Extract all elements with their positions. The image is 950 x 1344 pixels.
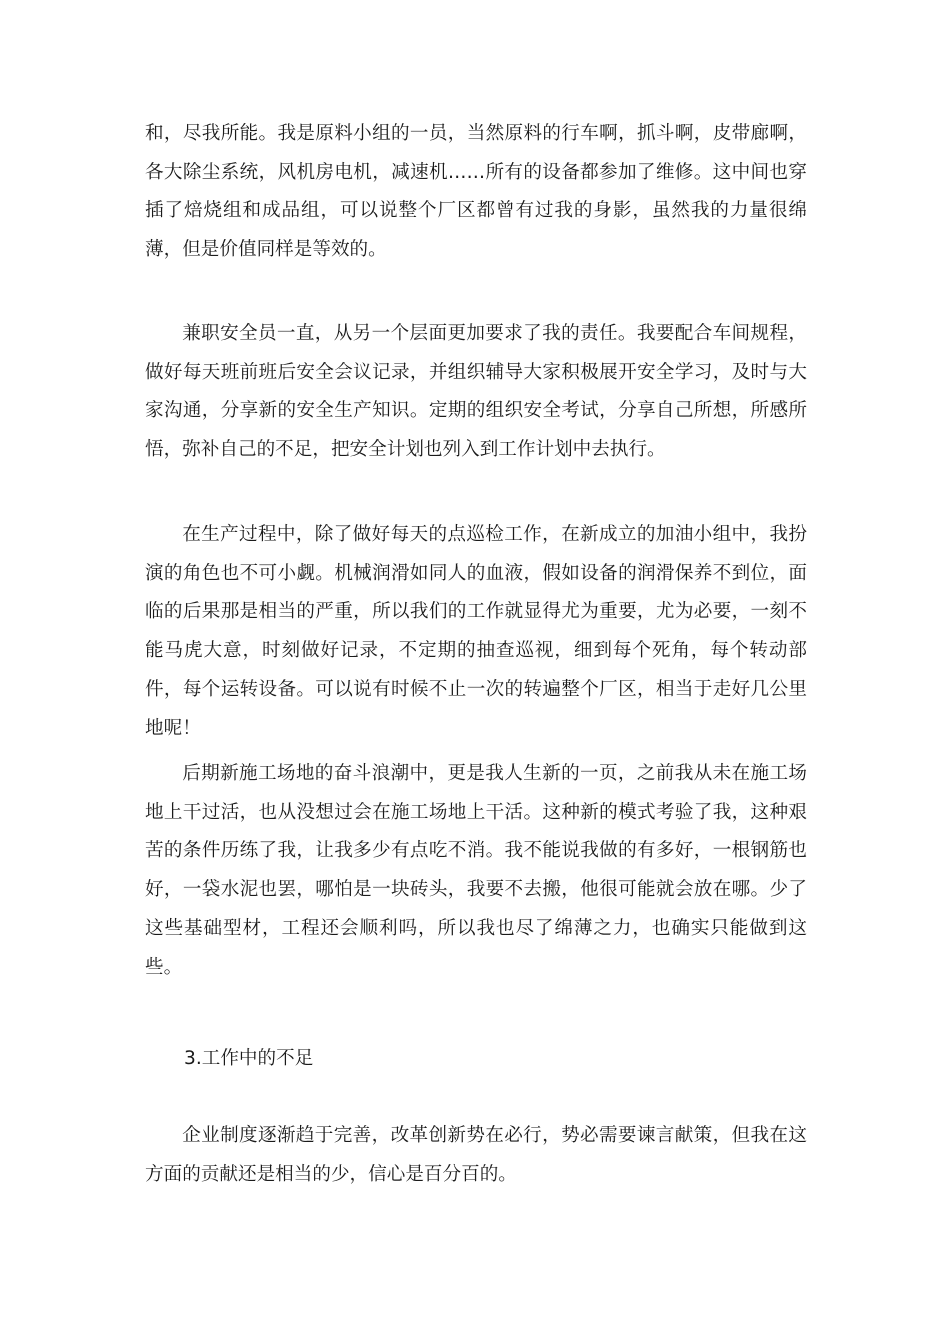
paragraph-safety-officer: 兼职安全员一直，从另一个层面更加要求了我的责任。我要配合车间规程，做好每天班前班后安全会议记录，并组织辅导大家积极展开安全学习，及时与大家沟通，分享新的安全生产知识。定期的组织安全考试，分享自己所想，所感所悟，弥补自己的不足，把安全计划也列入到工作计划中去执行。: [145, 323, 807, 461]
section-heading: 3.工作中的不足: [184, 1048, 314, 1069]
paragraph-lubrication-team: 在生产过程中，除了做好每天的点巡检工作，在新成立的加油小组中，我扮演的角色也不可小觑。机械润滑如同人的血液，假如设备的润滑保养不到位，面临的后果那是相当的严重，所以我们的工作就显得尤为重要，尤为必要，一刻不能马虎大意，时刻做好记录，不定期的抽查巡视，细到每个死角，每个转动部件，每个运转设备。可以说有时候不止一次的转遍整个厂区，相当于走好几公里地呢！: [145, 524, 807, 739]
paragraph-shortcomings: 企业制度逐渐趋于完善，改革创新势在必行，势必需要谏言献策，但我在这方面的贡献还是相当的少，信心是百分百的。: [145, 1125, 807, 1185]
paragraph-equipment-maintenance: 和，尽我所能。我是原料小组的一员，当然原料的行车啊，抓斗啊，皮带廊啊，各大除尘系统，风机房电机，减速机……所有的设备都参加了维修。这中间也穿插了焙烧组和成品组，可以说整个厂区都曾有过我的身影，虽然我的力量很绵薄，但是价值同样是等效的。: [145, 123, 807, 261]
paragraph-construction-site: 后期新施工场地的奋斗浪潮中，更是我人生新的一页，之前我从未在施工场地上干过活，也从没想过会在施工场地上干活。这种新的模式考验了我，这种艰苦的条件历练了我，让我多少有点吃不消。我不能说我做的有多好，一根钢筋也好，一袋水泥也罢，哪怕是一块砖头，我要不去搬，他很可能就会放在哪。少了这些基础型材，工程还会顺利吗，所以我也尽了绵薄之力，也确实只能做到这些。: [145, 763, 807, 978]
